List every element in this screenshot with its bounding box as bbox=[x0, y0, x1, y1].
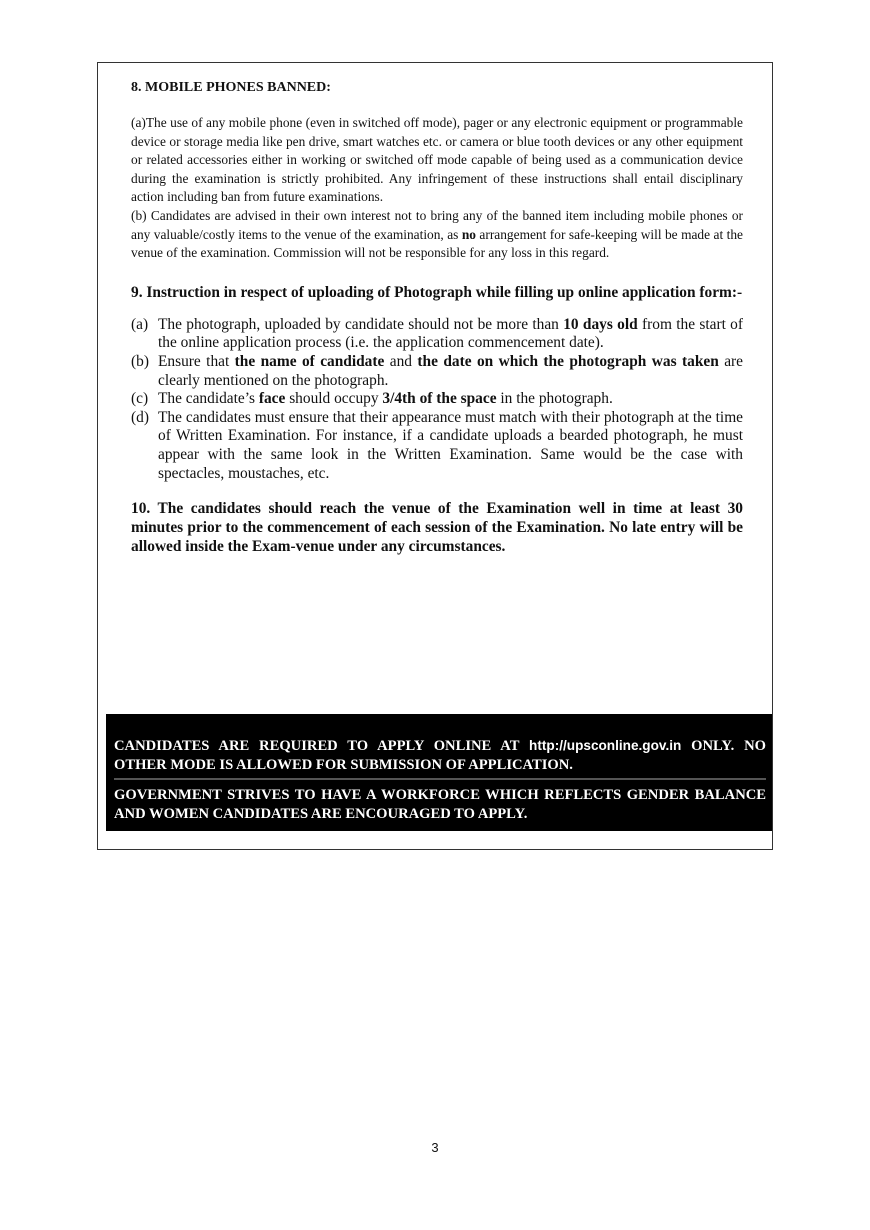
item-text: should occupy bbox=[285, 390, 383, 408]
list-item bbox=[131, 316, 743, 353]
banner-text: ONLY. NO OTHER MODE IS ALLOWED FOR SUBMISSION OF APPLICATION. bbox=[114, 738, 766, 773]
para-b-bold-no: no bbox=[461, 226, 476, 242]
list-item bbox=[131, 409, 743, 483]
item-label: (c) bbox=[131, 390, 149, 408]
banner-apply-online bbox=[114, 736, 766, 775]
upsc-online-url: http://upsconline.gov.in bbox=[529, 738, 682, 753]
item-bold: 10 days old bbox=[563, 315, 638, 333]
banner-gender-balance: GOVERNMENT STRIVES TO HAVE A WORKFORCE WHICH REFLECTS GENDER BALANCE AND WOMEN CANDIDATES ARE ENCOURAGED TO APPLY. bbox=[114, 787, 766, 822]
para-b-text-2: arrangement for safe-keeping will be made at the venue of the examination. Commission will not be responsible for any loss in this regard. bbox=[131, 226, 743, 261]
section-9-list bbox=[131, 316, 743, 483]
item-bold: 3/4th of the space bbox=[382, 390, 497, 408]
list-item bbox=[131, 353, 743, 390]
item-text: Ensure that bbox=[158, 352, 235, 370]
section-8-heading: 8. MOBILE PHONES BANNED: bbox=[131, 80, 331, 95]
item-label: (a) bbox=[131, 315, 149, 333]
item-label: (b) bbox=[131, 352, 149, 370]
banner-divider bbox=[114, 778, 766, 780]
item-text: are clearly mentioned on the photograph. bbox=[158, 352, 743, 389]
section-9-heading: 9. Instruction in respect of uploading of Photograph while filling up online application form:- bbox=[131, 283, 743, 301]
item-bold: face bbox=[258, 390, 286, 408]
document-body bbox=[131, 80, 743, 556]
notice-banner bbox=[106, 714, 772, 831]
list-item bbox=[131, 390, 743, 409]
para-b-text-1: (b) Candidates are advised in their own interest not to bring any of the banned item including mobile phones or any valuable/costly items to the venue of the examination, as bbox=[131, 207, 743, 242]
item-text: from the start of the online application process (i.e. the application commencement date). bbox=[158, 315, 743, 352]
item-text: and bbox=[384, 352, 418, 370]
item-text: The candidates must ensure that their appearance must match with their photograph at the time of Written Examination. For instance, if a candidate uploads a bearded photograph, he must appear with the same look in the Written Examination. Same would be the case with spectacles, moustaches, etc. bbox=[158, 408, 743, 482]
item-bold: the name of candidate bbox=[234, 352, 385, 370]
item-bold: the date on which the photograph was taken bbox=[417, 352, 719, 370]
item-text: The candidate’s bbox=[158, 390, 259, 408]
section-8-para-a: (a)The use of any mobile phone (even in switched off mode), pager or any electronic equipment or programmable device or storage media like pen drive, smart watches etc. or camera or blue tooth devices or any other equipment or related accessories either in working or switched off mode capable of being used as a communication device during the examination is strictly prohibited. Any infringement of these instructions shall entail disciplinary action including ban from future examinations. bbox=[131, 115, 743, 205]
item-text: in the photograph. bbox=[496, 390, 613, 408]
item-label: (d) bbox=[131, 408, 149, 426]
section-8-para-b bbox=[131, 207, 743, 263]
page-number: 3 bbox=[431, 1140, 439, 1155]
item-text: The photograph, uploaded by candidate should not be more than bbox=[158, 315, 564, 333]
section-10-text: 10. The candidates should reach the venue of the Examination well in time at least 30 minutes prior to the commencement of each session of the Examination. No late entry will be allowed inside the Exam-venue under any circumstances. bbox=[131, 500, 743, 556]
banner-text: CANDIDATES ARE REQUIRED TO APPLY ONLINE AT bbox=[114, 738, 530, 754]
